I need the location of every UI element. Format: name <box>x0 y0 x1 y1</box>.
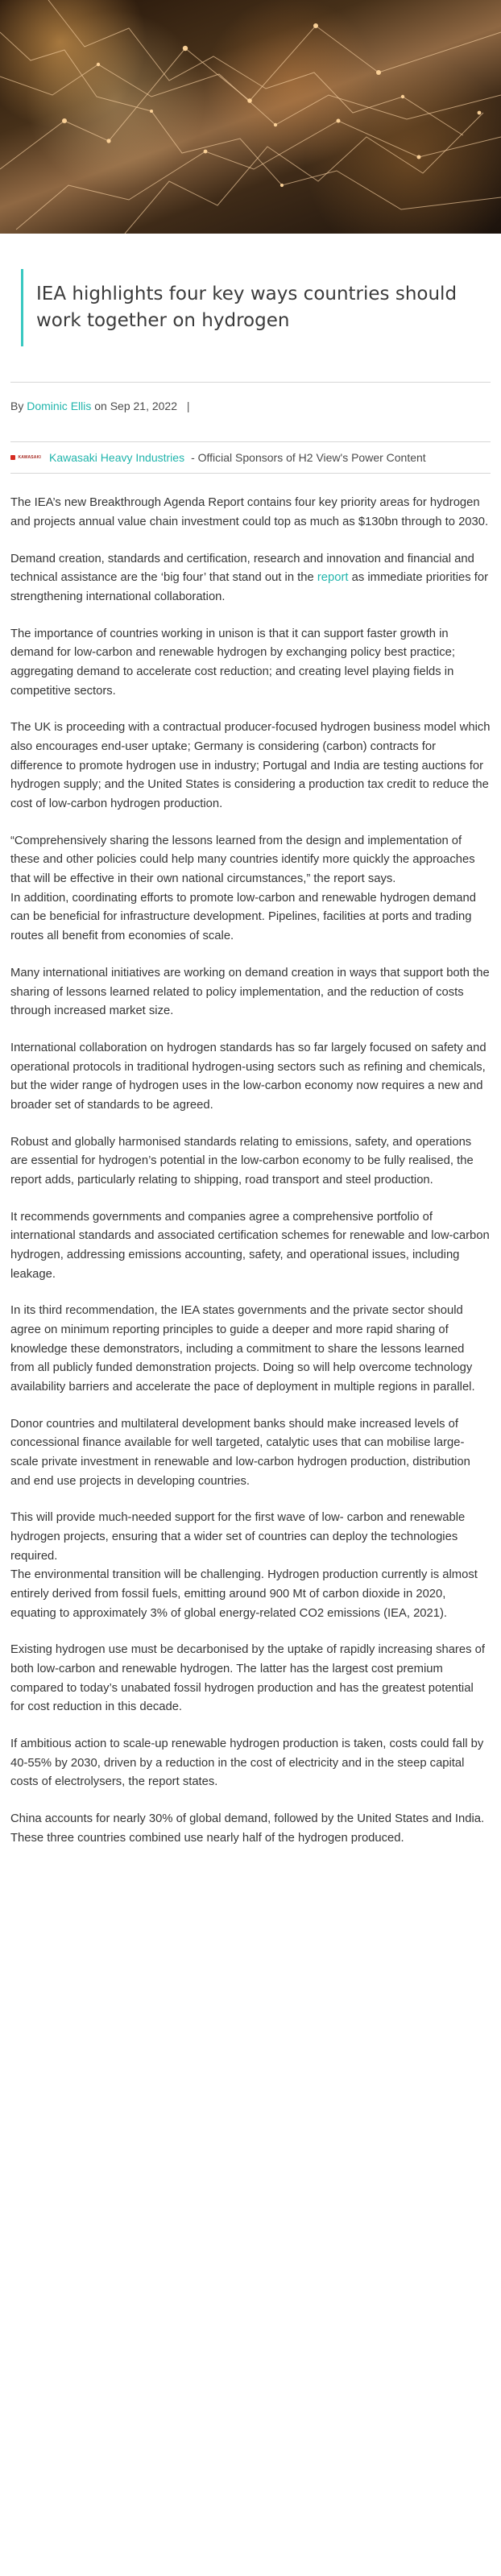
article-paragraph: The environmental transition will be challenging. Hydrogen production currently is almost entirely derived from fossil fuels, emitting around 900 Mt of carbon dioxide in 2020, equating to approximately 3% of global energy-related CO2 emissions (IEA, 2021). <box>10 1568 478 1620</box>
hero-node <box>337 119 341 123</box>
hero-node <box>313 23 318 28</box>
byline-prefix: By <box>10 400 24 412</box>
kawasaki-logo-text: KAWASAKI <box>18 454 41 460</box>
article-paragraph: Many international initiatives are working on demand creation in ways that support both the sharing of lessons learned related to policy implementation, and the reduction of costs through increased market size. <box>10 966 490 1018</box>
article-paragraph: The importance of countries working in unison is that it can support faster growth in demand for low-carbon and renewable hydrogen by exchanging policy best practice; aggregating demand to accelerate cost reduction; and creating level playing fields in competitive sectors. <box>10 627 455 698</box>
hero-node <box>150 110 153 113</box>
hero-node <box>274 123 277 126</box>
hero-node <box>183 46 188 51</box>
sponsor-text: - Official Sponsors of H2 View's Power Content <box>191 451 426 465</box>
byline-separator: | <box>186 400 190 412</box>
article-paragraph-text: Demand creation, standards and certification, research and innovation and financial and technical assistance are the ‘big four’ that stand out in the <box>10 552 474 585</box>
hero-line <box>0 32 501 209</box>
article-body <box>10 494 491 1848</box>
article-paragraph: The IEA’s new Breakthrough Agenda Report contains four key priority areas for hydrogen and projects annual value chain investment could top as much as $130bn through to 2030. <box>10 496 489 529</box>
hero-node <box>401 95 404 98</box>
article-paragraph: Existing hydrogen use must be decarbonised by the uptake of rapidly increasing shares of both low-carbon and renewable hydrogen. The latter has the largest cost premium compared to today’s unabated fossil hydrogen production and has the greatest potential for cost reduction in this decade. <box>10 1643 485 1714</box>
hero-node <box>62 118 67 123</box>
publish-date: on Sep 21, 2022 <box>94 400 178 412</box>
hero-node <box>247 98 252 103</box>
sponsor-company-link[interactable]: Kawasaki Heavy Industries <box>49 451 185 465</box>
article-paragraph: In addition, coordinating efforts to promote low-carbon and renewable hydrogen demand can be beneficial for infrastructure development. Pipelines, facilities at ports and trading routes all benefit from economies of scale. <box>10 891 476 943</box>
hero-node <box>280 184 284 187</box>
hero-line <box>125 113 483 234</box>
article-paragraph-text: as immediate priorities for strengthening international collaboration. <box>10 571 489 604</box>
article-paragraph: China accounts for nearly 30% of global demand, followed by the United States and India. These three countries combined use nearly half of the hydrogen produced. <box>10 1812 485 1845</box>
hero-node <box>376 70 381 75</box>
article-paragraph: In its third recommendation, the IEA states governments and the private sector should agree on minimum reporting principles to guide a deeper and more rapid sharing of knowledge these demonstrators, including a commitment to share the lessons learned from all publicly funded demonstration projects. Doing so will help overcome technology availability barriers and accelerate the pace of deployment in multiple regions in parallel. <box>10 1304 475 1394</box>
hero-node <box>106 139 110 143</box>
article-headline: IEA highlights four key ways countries should work together on hydrogen <box>36 284 458 331</box>
article-paragraph: Robust and globally harmonised standards relating to emissions, safety, and operations are essential for hydrogen’s potential in the low-carbon economy to be fully realised, the report adds, particularly relating to shipping, road transport and steel production. <box>10 1135 474 1187</box>
article-paragraph: International collaboration on hydrogen standards has so far largely focused on safety and operational protocols in traditional hydrogen-using sectors such as refining and chemicals, but the wider range of hydrogen uses in the low-carbon economy now requires a new and broader set of standards to be agreed. <box>10 1041 487 1112</box>
hero-node <box>478 111 482 115</box>
hero-node <box>417 155 421 159</box>
hero-node <box>204 150 208 154</box>
hero-node <box>97 63 100 66</box>
report-link[interactable]: report <box>317 571 349 585</box>
headline-divider <box>10 382 491 383</box>
kawasaki-logo[interactable] <box>10 453 41 462</box>
author-link[interactable]: Dominic Ellis <box>27 400 92 412</box>
article-paragraph: Donor countries and multilateral development banks should make increased levels of concessional finance available for well targeted, catalytic uses that can mobilise large-scale private investment in renewable and low-carbon hydrogen production, distribution and end use projects in developing countries. <box>10 1417 470 1488</box>
headline-block <box>21 269 482 346</box>
article-paragraph: It recommends governments and companies agree a comprehensive portfolio of international standards and associated certification schemes for renewable and low-carbon hydrogen, addressing emissions accounting, safety, and operational issues, including leakage. <box>10 1210 490 1281</box>
sponsor-row <box>10 442 491 474</box>
kawasaki-logo-mark <box>10 455 15 460</box>
hero-line <box>0 64 501 125</box>
hero-image <box>0 0 501 234</box>
hero-line <box>16 121 501 230</box>
hero-line <box>48 0 463 135</box>
article-container <box>0 269 501 1848</box>
article-paragraph: This will provide much-needed support for the first wave of low- carbon and renewable hydrogen projects, ensuring that a wider set of countries can deploy the technologies required. <box>10 1511 466 1563</box>
article-paragraph <box>10 550 491 607</box>
article-paragraph: If ambitious action to scale-up renewable hydrogen production is taken, costs could fall by 40-55% by 2030, driven by a reduction in the cost of electricity and in the steep capital costs of electrolysers, the report states. <box>10 1737 484 1789</box>
article-paragraph: “Comprehensively sharing the lessons learned from the design and implementation of these and other policies could help many countries identify more quickly the approaches that will be effective in their own national circumstances,” the report says. <box>10 834 475 886</box>
hero-line <box>0 26 501 169</box>
byline <box>10 397 491 415</box>
network-lines-illustration <box>0 0 501 234</box>
article-paragraph: The UK is proceeding with a contractual producer-focused hydrogen business model which also encourages end-user uptake; Germany is considering (carbon) contracts for difference to promote hydrogen use in industry; Portugal and India are testing auctions for hydrogen supply; and the United States is considering a production tax credit to reduce the cost of low-carbon hydrogen production. <box>10 721 491 811</box>
